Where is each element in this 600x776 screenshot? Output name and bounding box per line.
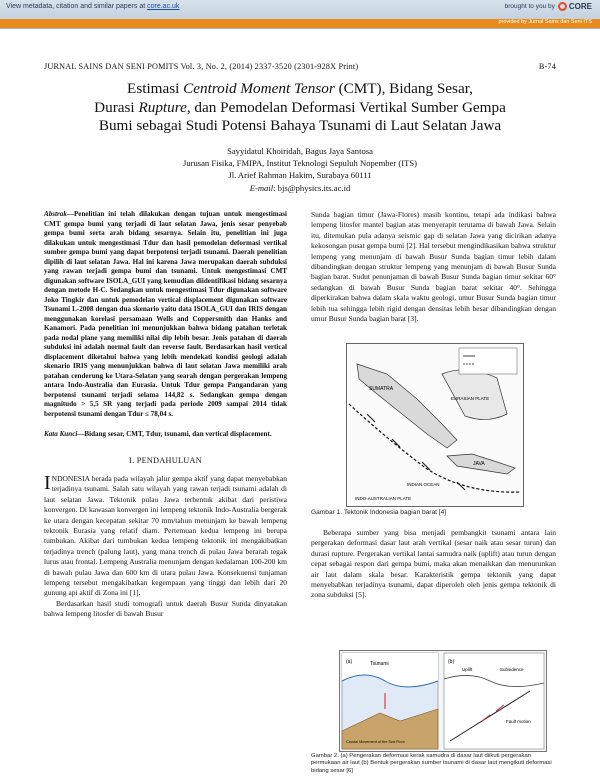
core-logo [558,2,592,11]
right-paragraph-1: Sunda bagian timur (Jawa-Flores) masih kontinu, tetapi ada indikasi bahwa lempeng litosfer mantel bagian atas menyerapit terutama di bawah Jawa. Selain itu, ditemukan pula adanya seismic gap di selatan Jawa yang dicirikan adanya kekosongan pusat gempa bumi [2]. Hal tersebut mengindikasikan bahwa struktur lempeng yang menunjam di bawah Busur Sunda bagian timur lebih dalam dibandingkan dengan struktur lempeng yang menunjam di bawah Busur Sunda bagian barat. Sudut penunjaman di bawah Busur Sunda bagian timur sekitar 60° sedangkan di bawah Busur Sunda bagian barat sekitar 40°. Sehingga diperkirakan bahwa dalam skala waktu geologi, umur Busur Sunda bagian timur lebih tua sehingga lebih rigid dengan densitas lebih besar dibandingkan dengan umur Busur Sunda bagian barat [3]. [311,210,556,324]
banner-metadata-link[interactable] [6,3,179,10]
map-legend [459,348,517,374]
figure-1-caption: Gambar 1. Tektonik Indonesia bagian barat [4] [311,509,447,516]
provided-bar [0,19,600,28]
paper-title [40,80,560,136]
title-text: , dan Pemodelan Deformasi Vertikal Sumber Gempa [186,98,506,116]
journal-name: JURNAL SAINS DAN SENI POMITS Vol. 3, No. 2, (2014) 2337-3520 (2301-928X Print) [44,62,359,71]
author-block [40,145,560,194]
panel-b-label: (b) [448,659,455,665]
map-label-sumatra: SUMATRA [369,386,394,392]
title-text: Bumi sebagai Studi Potensi Bahaya Tsunami di Laut Selatan Jawa [98,117,502,134]
author-names: Sayyidatul Khoiridah, Bagus Jaya Santosa [227,146,373,156]
figure-2-caption: Gambar 2. (a) Pengerakan deformasi kerak samudra di dasar laut diikuti pergerakan permukaan air laut (b) Bentuk pergerakan sumber tsunami di dasar laut mengikuti deformasi bidang sesar [6] [311,753,552,774]
panel-b-fault-label: Fault motion [506,719,531,724]
core-link[interactable]: core.ac.uk [147,3,180,10]
map-label-indian-ocean: INDIAN OCEAN [407,482,440,487]
panel-b-subsidence-label: Subsidence [500,667,524,672]
keywords-text: —Bidang sesar, CMT, Tdur, tsunami, dan vertical displacement. [77,430,272,438]
panel-a-label: (a) [346,659,353,665]
banner-text: View metadata, citation and similar papers at [6,3,146,10]
page-number: B-74 [538,62,556,71]
abstract-text: —Penelitian ini telah dilakukan dengan tujuan untuk mengestimasi CMT gempa bumi yang terjadi di laut selatan Jawa, jenis sesar penyebab gempa bumi serta arah bidang sesarnya. Selain itu, penelitian ini juga dilakukan untuk mengestimasi Tdur dan hasil pemodelan deformasi vertikal sumber gempa bumi yang dapat berpotensi terjadi tsunami. Daerah penelitian dipilih di laut selatan Jawa. Hal ini karena Jawa merupakan daerah subduksi yang rawan terjadi gempa bumi dan tsunami. Untuk mengestimasi CMT digunakan software ISOLA_GUI yang kemudian diidentifikasi bidang sesarnya dengan metode H-C. Sedangkan untuk mengestimasi Tdur digunakan software Joko Tingkir dan untuk pemodelan vertical displacement digunakan software Tsunami L-2008 dengan dua skenario yaitu data ISOLA_GUI dan IRIS dengan menggunakan korelasi persamaan Wells and Coppersmith dan Hanks and Kanamori. Pada penelitian ini menunjukkan bahwa bidang patahan terletak pada nodal plane yang memiliki nilai dip lebih besar. Jenis patahan di daerah subduksi ini adalah normal fault dan reverse fault. Berdasarkan hasil vertical displacement diketahui bahwa yang lebih mendekati kondisi geologi adalah skenario IRIS yang menunjukkan bahwa di laut selatan Jawa memiliki arah patahan cenderung ke Utara-Selatan yang searah dengan pergerakan lempeng antara Indo-Australia dan Eurasia. Untuk Tdur gempa Pangandaran yang berpotensi tsunami terjadi selama 144,82 s. Sedangkan gempa dengan magnitudo > 5,5 SR yang terjadi pada periode 2009 sampai 2014 tidak berpotensi tsunami dengan Tdur ≤ 78,04 s. [44,210,287,418]
tectonic-map [347,344,523,506]
panel-b [444,653,544,749]
panel-a-deform-label: Crustal Movement of the Sea Floor [346,740,405,744]
running-head [44,62,556,71]
core-logo-text: CORE [568,2,592,11]
panel-b-uplift-label: Uplift [462,667,473,672]
right-paragraph-2: Beberapa sumber yang bisa menjadi pembangkit tsunami antara lain pergerakan deformasi dasar laut arah vertikal (sesar naik atau sesar turun) dan durasi rupture. Pergerakan vertikal lantai samudra naik (uplift) atau turun dengan cepat sebagai respon dari gempa bumi, maka akan menaikkan dan menurunkan air laut dalam skala besar. Karakteristik gempa tektonik yang dapat menyebabkan terjadinya tsunami, dapat diperoleh oleh jenis gempa tektonik di zona subduksi [5]. [311,528,556,600]
email-label: E-mail [249,182,274,193]
author-email [40,182,560,194]
right-column-mid [311,528,556,601]
right-column-top [311,210,556,324]
core-banner [0,0,600,29]
map-label-indo-australian: INDO-AUSTRALIAN PLATE [355,496,412,501]
email-value: : bjs@physics.its.ac.id [273,182,351,193]
intro-text: NDONESIA berada pada wilayah jalur gempa aktif yang dapat menyebabkan terjadinya tsunami. Salah satu wilayah yang rawan terjadi tsunami adalah di laut selatan Jawa. Tektonik pulau Jawa terbentuk akibat dari peristiwa konvergen. Di kawasan konvergen ini lempeng tektonik Indo-Australia bergerak ke utara dengan kecepatan sekitar 70 mm/tahun menunjam ke bawah lempeng tektonik Eurasia yang relatif diam. Pertemuan kedua lempeng ini berupa tumbukan. Akibat dari tumbukan kedua lempeng tektonik ini mengakibatkan terjadinya trench (palung laut), yang mana trench di pulau Jawa berarah tegak lurus atau frontal. Lempeng Australia menunjam dengan kedalaman 100-200 km di bawah pulau Jawa dan 600 km di utara pulau Jawa. Konsekuensi tunjaman lempeng tersebut mengakibatkan kegempaan yang tinggi dan lebih dari 20 gunung api aktif di Zona ini [1]. [44,473,287,598]
map-label-java: JAVA [473,461,485,467]
abstract [44,210,287,419]
core-logo-icon [558,2,567,11]
author-dept: Jurusan Fisika, FMIPA, Institut Teknologi Sepuluh Nopember (ITS) [182,158,418,169]
provided-text: provided by Jurnal Sains dan Seni ITS [498,19,592,25]
section-heading: I. PENDAHULUAN [129,455,202,465]
intro-paragraph-2: Berdasarkan hasil studi tomografi untuk daerah Busur Sunda dinyatakan bahwa lempeng litosfer di bawah Busur [44,598,287,619]
title-italic: Rupture [138,98,187,116]
keywords [44,430,287,440]
keywords-label: Kata Kunci [44,430,78,438]
figure-1-map [346,343,524,507]
title-text: Durasi [94,98,139,116]
deformation-diagram [340,651,546,751]
left-column [44,210,287,620]
abstract-label: Abstrak [44,210,67,218]
banner-core-brand[interactable] [505,2,592,11]
figure-2-diagram [339,650,547,752]
dropcap: I [44,471,51,494]
map-label-eurasia: EURASIAN PLATE [451,396,490,401]
title-text: Estimasi [127,80,184,97]
title-text: (CMT), Bidang Sesar, [334,80,473,97]
intro-paragraph-1 [44,471,287,599]
brought-text: brought to you by [504,3,555,10]
panel-a-tsunami-label: Tsunami [370,661,389,667]
author-address: Jl. Arief Rahman Hakim, Surabaya 60111 [228,170,372,181]
title-italic: Centroid Moment Tensor [183,80,335,97]
